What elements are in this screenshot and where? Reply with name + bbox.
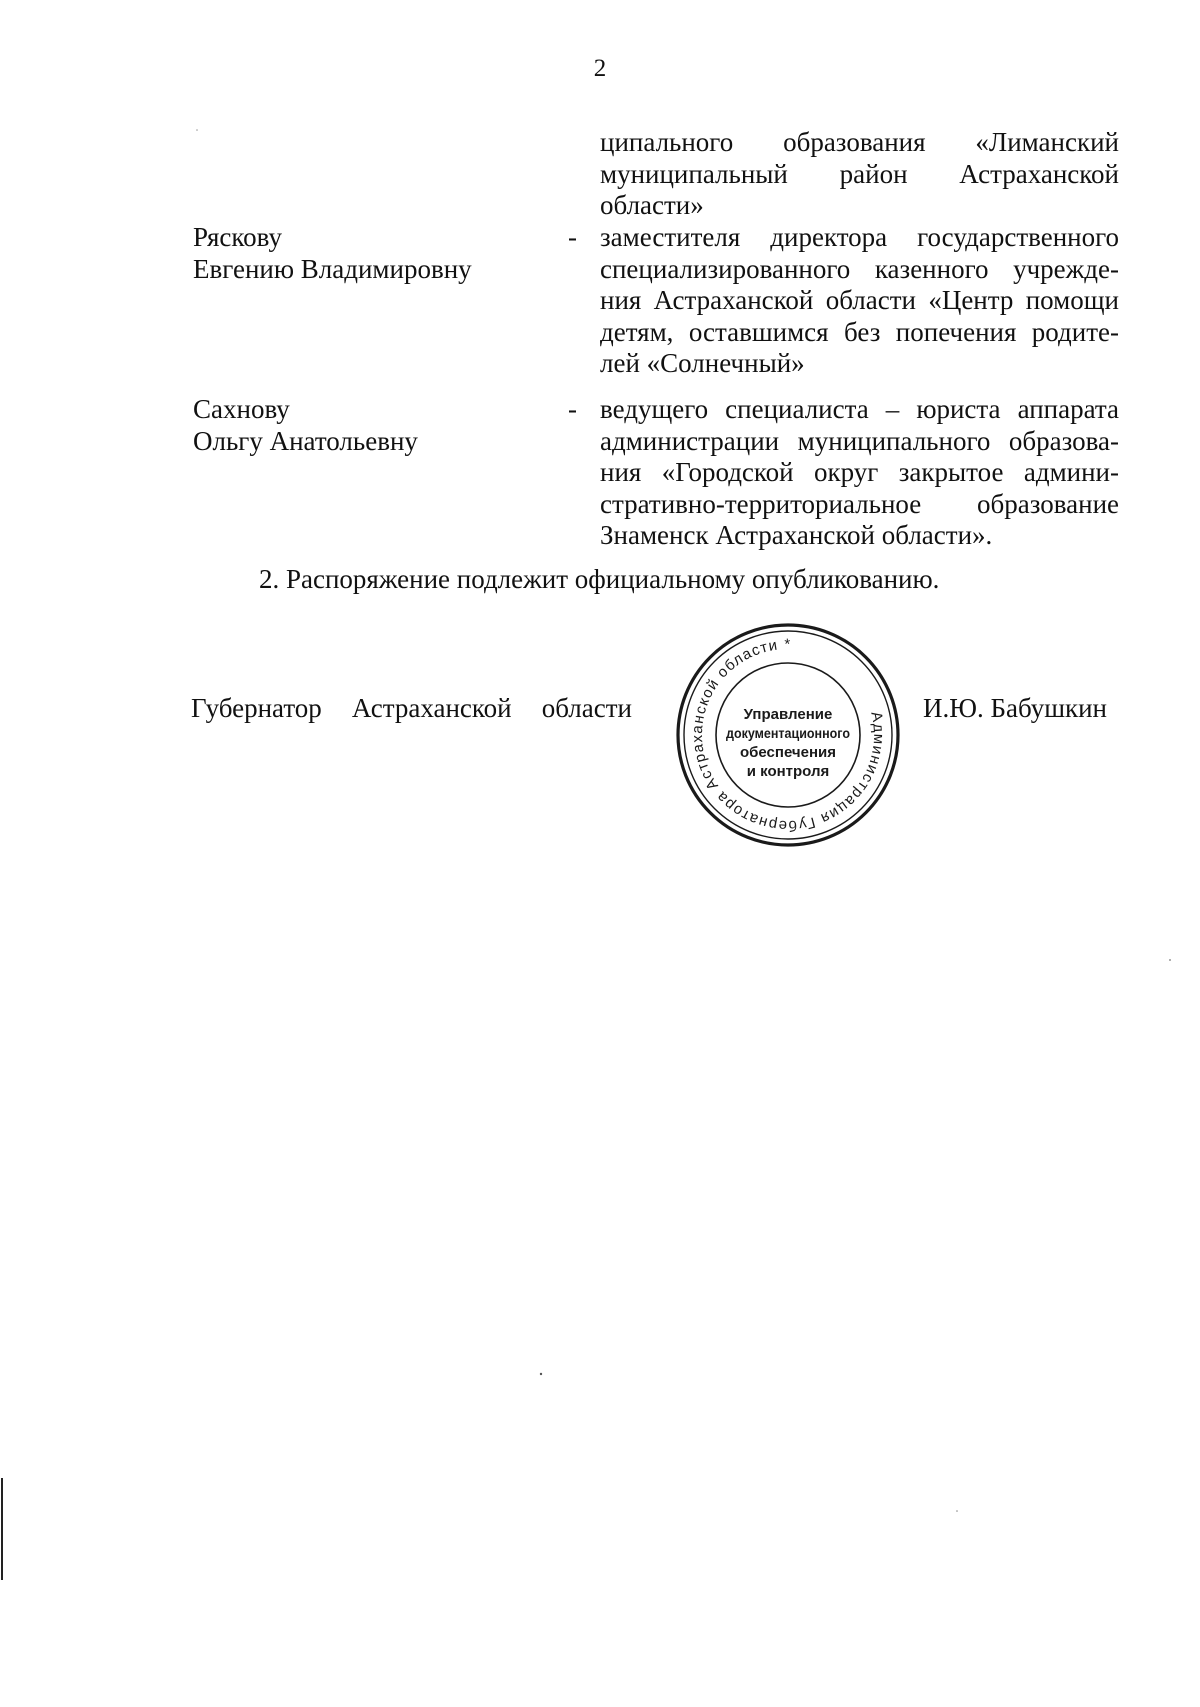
stamp-center-line: обеспечения — [739, 744, 837, 761]
person-name-sakhnova — [193, 394, 553, 457]
signatory-name: И.Ю. Бабушкин — [923, 693, 1108, 723]
position-line: ведущего специалиста – юриста аппарата — [600, 394, 1119, 424]
person-name-ryaskova — [193, 222, 553, 285]
page-number: 2 — [593, 55, 607, 82]
position-line: стративно-территориальное образование — [600, 488, 1119, 519]
stamp-center-line: и контроля — [746, 763, 830, 780]
position-line: администрации муниципального образова- — [600, 425, 1119, 456]
position-line: специализированного казенного учрежде- — [600, 253, 1119, 284]
person-position-ryaskova — [600, 222, 1119, 380]
position-line: лей «Солнечный» — [600, 348, 805, 379]
position-line: детям, оставшимся без попечения родите- — [600, 316, 1119, 347]
scan-speck — [956, 1510, 958, 1512]
signatory-title: Губернатор Астраханской области — [191, 693, 632, 723]
continuation-line: муниципальный район Астраханской — [600, 158, 1119, 189]
stamp-ring-textpath: Администрация Губернатора Астраханской области * — [688, 635, 888, 835]
stamp-graphic — [673, 620, 903, 850]
official-stamp — [673, 620, 903, 850]
position-line: Знаменск Астраханской области». — [600, 520, 993, 551]
continuation-text — [600, 127, 1119, 222]
continuation-line: ципального образования «Лиманский — [600, 127, 1119, 157]
stamp-center-line: Управление — [743, 706, 833, 723]
entry-dash: - — [568, 394, 577, 424]
clause-publication: 2. Распоряжение подлежит официальному опубликованию. — [259, 564, 940, 594]
stamp-center-line: документационного — [726, 725, 850, 741]
scan-speck — [196, 129, 198, 131]
position-line: заместителя директора государственного — [600, 222, 1119, 252]
continuation-line: области» — [600, 190, 704, 221]
person-given-names: Евгению Владимировну — [193, 253, 472, 284]
scan-speck — [540, 1373, 542, 1375]
entry-dash: - — [568, 222, 577, 252]
person-surname: Сахнову — [193, 394, 290, 424]
person-position-sakhnova — [600, 394, 1119, 552]
person-given-names: Ольгу Анатольевну — [193, 425, 418, 456]
position-line: ния «Городской округ закрытое админи- — [600, 457, 1119, 488]
position-line: ния Астраханской области «Центр помощи — [600, 285, 1119, 316]
scan-speck — [1169, 959, 1171, 961]
person-surname: Ряскову — [193, 222, 282, 252]
